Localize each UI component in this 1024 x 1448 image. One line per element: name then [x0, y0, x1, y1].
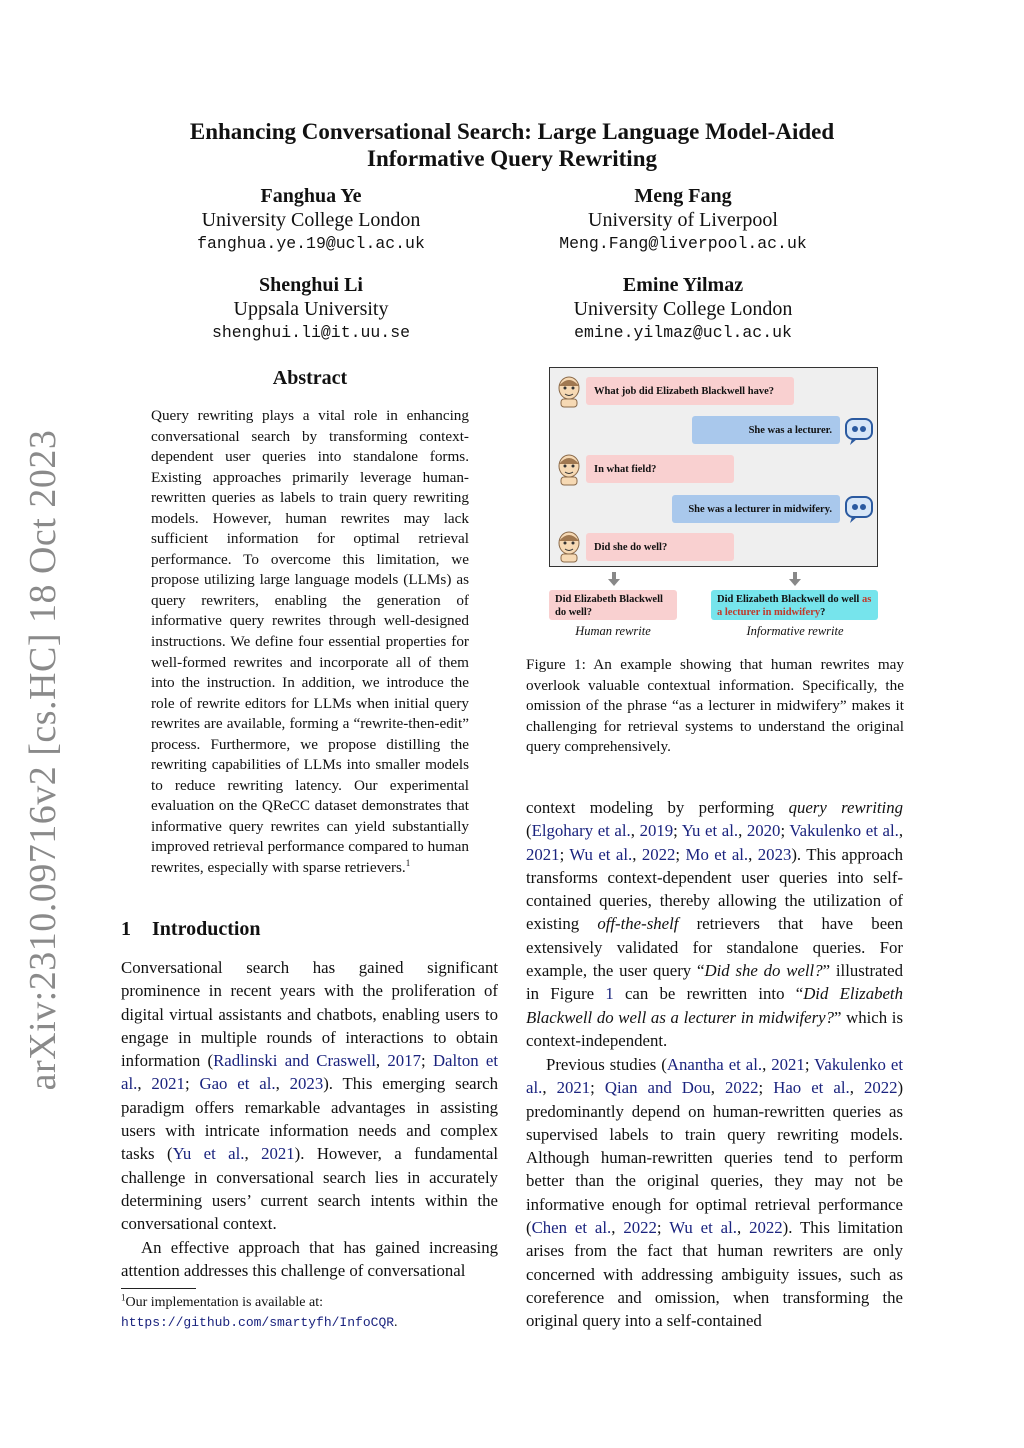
text-run: , — [630, 821, 640, 841]
citation-link[interactable]: 2021 — [151, 1074, 185, 1094]
citation-link[interactable]: Yu et al. — [681, 821, 739, 841]
text-run: , — [736, 1218, 750, 1238]
text-run: ; — [184, 1074, 200, 1094]
text-run: , — [849, 1078, 864, 1098]
footnote-divider — [121, 1288, 196, 1289]
citation-link[interactable]: 2017 — [387, 1051, 421, 1071]
footnote-number: 1 — [121, 1292, 126, 1303]
citation-link[interactable]: 2023 — [757, 844, 792, 864]
figure-reference-link[interactable]: 1 — [605, 984, 614, 1004]
author-affiliation: Uppsala University — [233, 298, 389, 320]
footnote-end: . — [394, 1315, 398, 1330]
abstract-body: Query rewriting plays a vital role in enhancing conversational search by transforming context-dependent user queries into standalone forms. Existing approaches primarily leverage human-rewritten queries as labels to train query rewriting models. However, human rewrites may lack sufficient information for optimal retrieval performance. To overcome this limitation, we propose utilizing large language models (LLMs) as query rewriters, enabling the generation of informative query rewrites through well-designed instructions. We define four essential properties for well-formed rewrites and incorporate all of them into the instruction. In addition, we introduce the role of rewrite editors for LLMs when initial query rewrites are available, forming a “rewrite-then-edit” process. Furthermore, we propose distilling the rewriting capabilities of LLMs into smaller models to reduce rewriting latency. Our experimental evaluation on the QReCC dataset demonstrates that informative query rewrites can yield substantially improved retrieval performance compared to human rewrites, especially with sparse retrievers. — [151, 407, 469, 877]
chatbot-avatar-icon — [844, 414, 874, 448]
text-run: ; — [758, 1078, 774, 1098]
paper-title — [110, 118, 914, 172]
author-affiliation: University College London — [201, 209, 421, 231]
text-run: , — [611, 1218, 624, 1238]
user-avatar-icon — [554, 529, 584, 563]
text-run: , — [762, 1055, 772, 1074]
text-run: Previous studies ( — [546, 1055, 667, 1074]
text-run: , — [275, 1074, 290, 1094]
author-email[interactable]: emine.yilmaz@ucl.ac.uk — [574, 323, 792, 342]
citation-link[interactable]: 2022 — [641, 844, 676, 864]
section-title: Introduction — [152, 918, 261, 940]
author-affiliation: University of Liverpool — [588, 209, 778, 231]
text-run: , — [898, 821, 904, 841]
text-run: , — [244, 1144, 262, 1164]
emphasis: Did Elizabeth Blackwell do well as a lecturer in midwifery? — [526, 984, 903, 1027]
author-email[interactable]: fanghua.ye.19@ucl.ac.uk — [197, 234, 425, 253]
author-name: Emine Yilmaz — [622, 274, 744, 296]
citation-link[interactable]: 2021 — [261, 1144, 295, 1164]
footnote — [121, 1293, 503, 1333]
text-run: ( — [526, 821, 532, 841]
citation-link[interactable]: Gao et al. — [199, 1074, 276, 1094]
citation-link[interactable]: Dalton et al. — [121, 1051, 499, 1094]
user-utterance: What job did Elizabeth Blackwell have? — [586, 377, 794, 405]
author-block — [131, 184, 491, 256]
citation-link[interactable]: Wu et al. — [669, 1218, 737, 1238]
citation-link[interactable]: Anantha et al. — [666, 1055, 763, 1074]
text-run: ; — [804, 1055, 815, 1074]
text-run: ; — [590, 1078, 605, 1098]
author-email[interactable]: shenghui.li@it.uu.se — [211, 323, 411, 342]
author-block — [503, 273, 863, 345]
citation-link[interactable]: Wu et al. — [569, 844, 633, 864]
system-response: She was a lecturer. — [692, 416, 840, 444]
rewrite-prefix: Did Elizabeth Blackwell do well — [717, 594, 860, 605]
author-name: Meng Fang — [634, 185, 732, 207]
title-line-1: Enhancing Conversational Search: Large Language Model-Aided — [189, 119, 835, 144]
text-run: ; — [656, 1218, 670, 1238]
human-rewrite-box: Did Elizabeth Blackwell do well? — [549, 590, 677, 620]
chatbot-avatar-icon — [844, 492, 874, 526]
text-run: ; — [420, 1051, 433, 1071]
text-run: ; — [673, 821, 682, 841]
author-name: Shenghui Li — [259, 274, 363, 296]
arxiv-identifier: arXiv:2310.09716v2 [cs.HC] 18 Oct 2023 — [22, 429, 64, 1091]
citation-link[interactable]: 2023 — [289, 1074, 324, 1094]
text-run: , — [632, 844, 642, 864]
text-run: , — [710, 1078, 725, 1098]
text-run: context modeling by performing — [526, 798, 789, 817]
citation-link[interactable]: Chen et al. — [531, 1218, 612, 1238]
figure-caption: Figure 1: An example showing that human rewrites may overlook valuable contextual information. Specifically, the omission of the phrase “as a lecturer in midwifery” makes it challenging for retrieval systems to understand the original query comprehensively. — [526, 656, 904, 755]
citation-link[interactable]: Radlinski and Craswell — [213, 1051, 376, 1071]
emphasis: Did she do well? — [704, 961, 823, 981]
text-run: , — [542, 1078, 557, 1098]
text-run: ). However, a fundamental challenge in conversational search lies in accurately determining users’ current search intents within the conversational context. — [121, 1144, 498, 1234]
system-response: She was a lecturer in midwifery. — [672, 495, 840, 523]
citation-link[interactable]: Qian and Dou — [604, 1078, 711, 1098]
citation-link[interactable]: 2022 — [863, 1078, 898, 1098]
text-run: retrievers that have been extensively validated for standalone queries. For example, the user query “ — [526, 914, 903, 981]
intro-paragraph-1 — [121, 956, 498, 1236]
text-run: ). This approach transforms context-dependent user queries into self-contained queries, thereby allowing the utilization of existing — [526, 844, 904, 934]
citation-link[interactable]: Hao et al. — [773, 1078, 850, 1098]
footnote-marker[interactable]: 1 — [405, 857, 411, 868]
citation-link[interactable]: 2022 — [623, 1218, 657, 1238]
author-name: Fanghua Ye — [260, 185, 362, 207]
citation-link[interactable]: 2021 — [771, 1055, 805, 1074]
text-run: ). This emerging search paradigm offers remarkable advantages in assisting users with intricate information needs and complex tasks ( — [121, 1074, 499, 1164]
abstract-text — [151, 406, 469, 879]
section-heading — [121, 918, 501, 941]
citation-link[interactable]: 2022 — [724, 1078, 759, 1098]
repository-link[interactable]: https://github.com/smartyfh/InfoCQR — [121, 1315, 395, 1330]
citation-link[interactable]: Elgohary et al. — [531, 821, 631, 841]
informative-rewrite-box — [711, 590, 878, 620]
text-run: , — [137, 1074, 152, 1094]
text-run: ” which is context-independent. — [526, 1007, 903, 1050]
abstract-heading: Abstract — [272, 367, 348, 389]
text-run: , — [375, 1051, 388, 1071]
emphasis: off-the-shelf — [597, 914, 679, 934]
citation-link[interactable]: 2021 — [556, 1078, 591, 1098]
text-run: ) predominantly depend on human-rewritten queries as supervised labels to train query rewriting models. Although human-rewritten queries tend to perform better than the original queries, they may not be informative enough for optimal retrieval performance ( — [526, 1078, 904, 1238]
citation-link[interactable]: 2021 — [526, 844, 560, 864]
citation-link[interactable]: 2022 — [749, 1218, 783, 1238]
text-run: , — [738, 821, 747, 841]
user-avatar-icon — [554, 374, 584, 408]
rewrite-suffix: ? — [820, 607, 826, 618]
citation-link[interactable]: 2019 — [639, 821, 674, 841]
text-run: ; — [780, 821, 790, 841]
author-block — [131, 273, 491, 345]
text-run: ” illustrated in Figure — [526, 961, 903, 1004]
text-run: ; — [559, 844, 570, 864]
human-rewrite-label: Human rewrite — [575, 624, 651, 638]
title-line-2: Informative Query Rewriting — [367, 146, 657, 171]
citation-link[interactable]: Vakulenko et al. — [789, 821, 899, 841]
author-email[interactable]: Meng.Fang@liverpool.ac.uk — [559, 234, 807, 253]
user-utterance: Did she do well? — [586, 533, 734, 561]
text-run: Conversational search has gained significant prominence in recent years with the proliferation of digital virtual assistants and chatbots, enabling users to engage in multiple rounds of interactions to obtain information ( — [121, 958, 498, 1071]
citation-link[interactable]: Mo et al. — [685, 844, 749, 864]
informative-rewrite-label: Informative rewrite — [746, 624, 844, 638]
citation-link[interactable]: Vakulenko et al. — [526, 1055, 903, 1098]
citation-link[interactable]: Yu et al. — [172, 1144, 245, 1164]
down-arrow-icon — [788, 572, 802, 586]
text-run: ). This limitation arises from the fact that human rewriters are only concerned with addressing ambiguity issues, such as coreference and omission, when transforming the original query into a self-contained — [526, 1218, 904, 1331]
text-run: ; — [675, 844, 686, 864]
author-affiliation: University College London — [573, 298, 793, 320]
text-run: can be rewritten into “ — [613, 984, 804, 1004]
body-paragraph-right-1 — [526, 796, 903, 1052]
text-run: , — [748, 844, 758, 864]
emphasis: query rewriting — [788, 798, 903, 817]
down-arrow-icon — [607, 572, 621, 586]
intro-paragraph-2: An effective approach that has gained increasing attention addresses this challenge of conversational — [121, 1238, 498, 1281]
user-utterance: In what field? — [586, 455, 734, 483]
user-avatar-icon — [554, 452, 584, 486]
rewrite-highlight: as a lecturer in midwifery — [717, 594, 872, 618]
author-block — [503, 184, 863, 256]
body-paragraph-right-2 — [526, 1053, 903, 1333]
footnote-text: Our implementation is available at: — [125, 1295, 323, 1310]
section-number: 1 — [121, 918, 131, 940]
figure-dialogue-panel — [549, 367, 878, 567]
citation-link[interactable]: 2020 — [746, 821, 781, 841]
